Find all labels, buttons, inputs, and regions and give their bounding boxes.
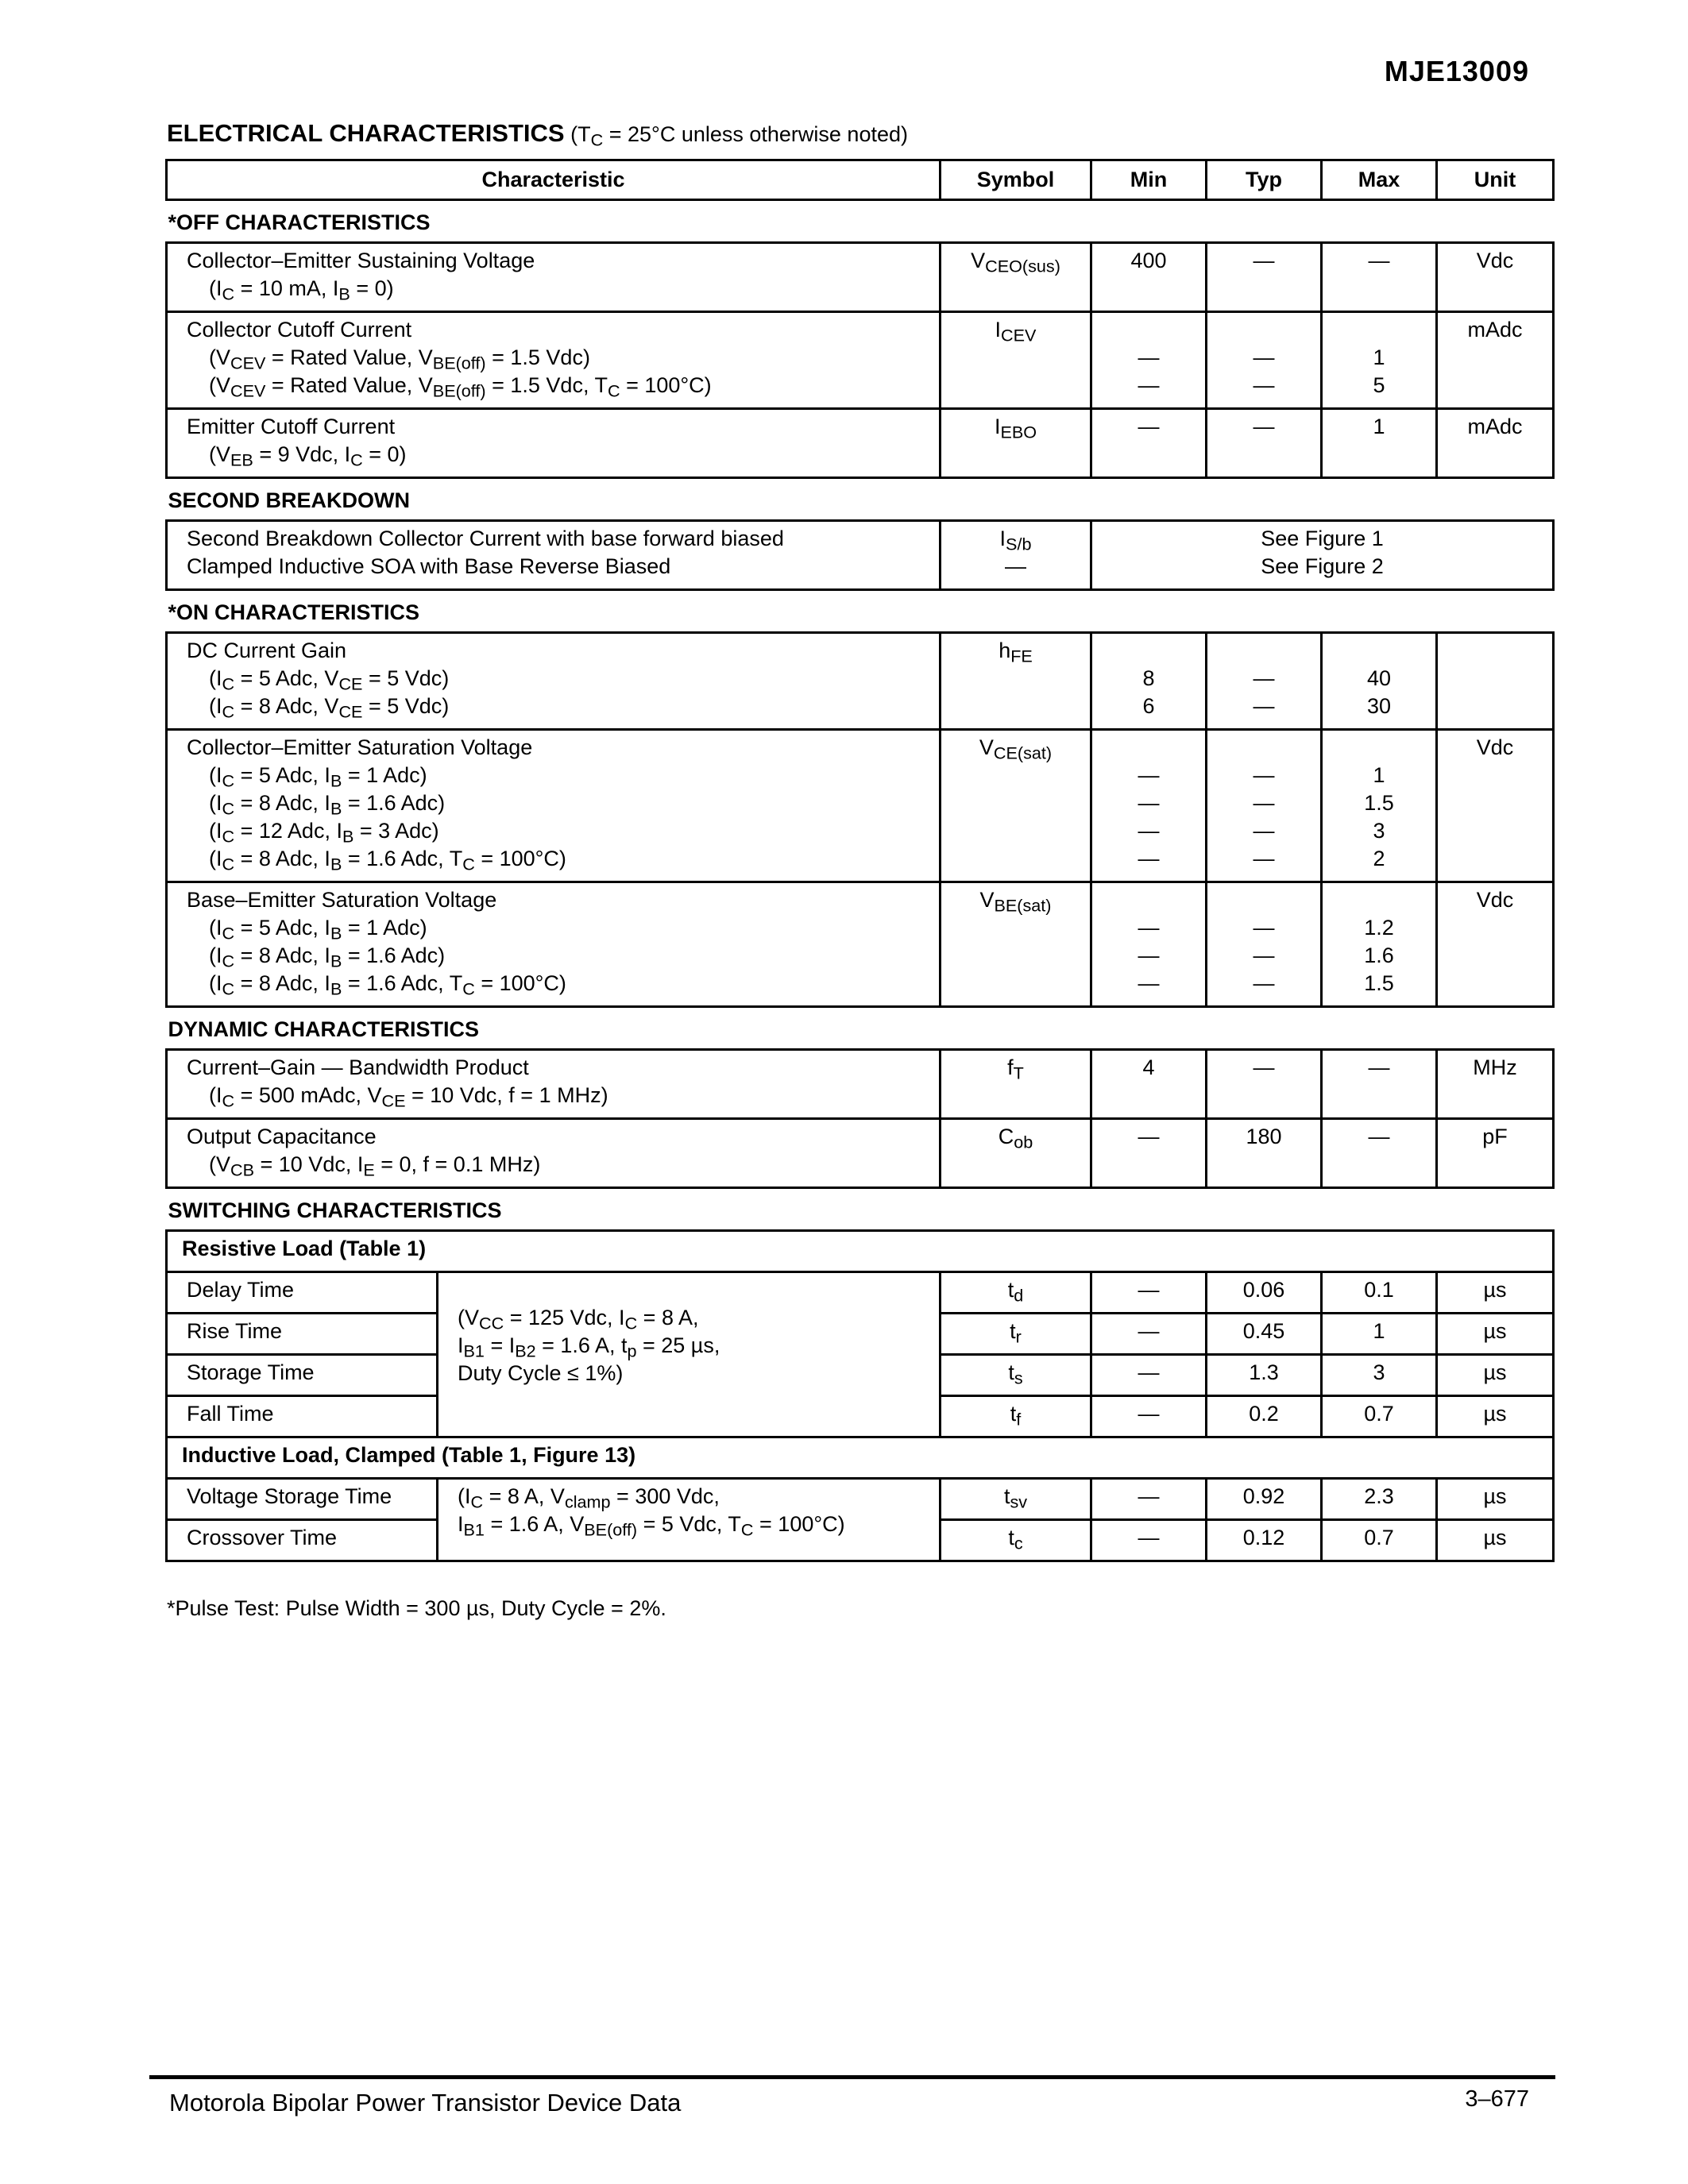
col-header-min: Min	[1091, 160, 1207, 200]
section-title-switching: SWITCHING CHARACTERISTICS	[168, 1198, 502, 1222]
characteristic-cell: Delay Time	[167, 1272, 438, 1314]
characteristic-cell: Output Capacitance ($V_{CB} = 10$ Vdc, $I_E = 0$, f = 0.1 MHz)	[167, 1119, 941, 1188]
symbol-cell: $f_T$	[941, 1050, 1091, 1119]
typ-cell: —	[1207, 243, 1322, 312]
characteristic-cell: Emitter Cutoff Current ($V_{EB} = 9$ Vdc, $I_C = 0$)	[167, 409, 941, 478]
max-cell: —	[1322, 243, 1437, 312]
table-row	[167, 312, 1554, 409]
typ-cell: — — — —	[1207, 730, 1322, 882]
characteristic-cell: Collector–Emitter Saturation Voltage ($I_C = 5$ Adc, $I_B = 1$ Adc) ($I_C = 8$ Adc, $I_B = 1.6$ Adc) ($I_C = 12$ Adc, $I_B = 3$ Adc) ($I_C = 8$ Adc, $I_B = 1.6$ Adc, $T_C = 100^\circ C$)	[167, 730, 941, 882]
electrical-characteristics-table	[165, 159, 1555, 1562]
min-cell: —	[1091, 1396, 1207, 1437]
characteristic-cell: Second Breakdown Collector Current with base forward biased Clamped Inductive SOA with Base Reverse Biased	[167, 521, 941, 590]
min-cell: 400	[1091, 243, 1207, 312]
col-header-symbol: Symbol	[941, 160, 1091, 200]
symbol-cell: $t_s$	[941, 1355, 1091, 1396]
unit-cell: pF	[1437, 1119, 1554, 1188]
symbol-cell: $t_f$	[941, 1396, 1091, 1437]
max-cell: 0.7	[1322, 1396, 1437, 1437]
section-title-off: *OFF CHARACTERISTICS	[168, 210, 431, 234]
min-cell: —	[1091, 1119, 1207, 1188]
characteristic-cell: Collector Cutoff Current ($V_{CEV}$ = Rated Value, $V_{BE(off)} = 1.5$ Vdc) ($V_{CEV}$ = Rated Value, $V_{BE(off)} = 1.5$ Vdc, $T_C = 100^\circ C$)	[167, 312, 941, 409]
section-title-dynamic: DYNAMIC CHARACTERISTICS	[168, 1017, 479, 1041]
unit-cell: µs	[1437, 1272, 1554, 1314]
typ-cell: — —	[1207, 312, 1322, 409]
pulse-test-footnote: *Pulse Test: Pulse Width = 300 µs, Duty Cycle = 2%.	[167, 1596, 666, 1620]
symbol-cell: $V_{CEO(sus)}$	[941, 243, 1091, 312]
symbol-cell: $t_{sv}$	[941, 1479, 1091, 1520]
unit-cell: µs	[1437, 1520, 1554, 1561]
characteristic-cell: Current–Gain — Bandwidth Product ($I_C = 500$ mAdc, $V_{CE} = 10$ Vdc, f = 1 MHz)	[167, 1050, 941, 1119]
symbol-cell: $t_c$	[941, 1520, 1091, 1561]
col-header-typ: Typ	[1207, 160, 1322, 200]
typ-cell: 0.92	[1207, 1479, 1322, 1520]
table-row	[167, 633, 1554, 730]
min-cell: — —	[1091, 312, 1207, 409]
min-cell: —	[1091, 1272, 1207, 1314]
table-row	[167, 1479, 1554, 1520]
symbol-cell: $C_{ob}$	[941, 1119, 1091, 1188]
table-row	[167, 1050, 1554, 1119]
page-title: ELECTRICAL CHARACTERISTICS ($T_C = 25^\circ C$ unless otherwise noted)	[167, 119, 908, 150]
typ-cell: 0.12	[1207, 1520, 1322, 1561]
unit-cell: µs	[1437, 1314, 1554, 1355]
max-cell: 1 5	[1322, 312, 1437, 409]
min-cell: —	[1091, 1479, 1207, 1520]
part-number: MJE13009	[1384, 55, 1529, 87]
test-conditions-cell: ($V_{CC} = 125$ Vdc, $I_C = 8$ A, $I_{B1} = I_{B2} = 1.6$ A, $t_p = 25$ µs, Duty Cycle ≤ 1%)	[438, 1272, 941, 1437]
max-cell: —	[1322, 1119, 1437, 1188]
max-cell: —	[1322, 1050, 1437, 1119]
page-number: 3–677	[1465, 2086, 1529, 2112]
characteristic-cell: Fall Time	[167, 1396, 438, 1437]
characteristic-cell: Base–Emitter Saturation Voltage ($I_C = 5$ Adc, $I_B = 1$ Adc) ($I_C = 8$ Adc, $I_B = 1.6$ Adc) ($I_C = 8$ Adc, $I_B = 1.6$ Adc, $T_C = 100^\circ C$)	[167, 882, 941, 1007]
table-row	[167, 243, 1554, 312]
unit-cell: µs	[1437, 1396, 1554, 1437]
col-header-characteristic: Characteristic	[167, 160, 941, 200]
max-cell: 1	[1322, 1314, 1437, 1355]
characteristic-cell: Voltage Storage Time	[167, 1479, 438, 1520]
col-header-max: Max	[1322, 160, 1437, 200]
unit-cell: Vdc	[1437, 730, 1554, 882]
symbol-cell: $V_{BE(sat)}$	[941, 882, 1091, 1007]
symbol-cell: $I_{S/b}$ —	[941, 521, 1091, 590]
see-figure-cell: See Figure 1 See Figure 2	[1091, 521, 1554, 590]
symbol-cell: $h_{FE}$	[941, 633, 1091, 730]
min-cell: 4	[1091, 1050, 1207, 1119]
characteristic-cell: Rise Time	[167, 1314, 438, 1355]
table-header-row	[167, 160, 1554, 200]
min-cell: —	[1091, 1355, 1207, 1396]
characteristic-cell: DC Current Gain ($I_C = 5$ Adc, $V_{CE} = 5$ Vdc) ($I_C = 8$ Adc, $V_{CE} = 5$ Vdc)	[167, 633, 941, 730]
max-cell: 1 1.5 3 2	[1322, 730, 1437, 882]
section-title-on: *ON CHARACTERISTICS	[168, 600, 420, 624]
max-cell: 3	[1322, 1355, 1437, 1396]
unit-cell: Vdc	[1437, 243, 1554, 312]
table-subheader-row	[167, 1437, 1554, 1479]
symbol-cell: $I_{CEV}$	[941, 312, 1091, 409]
typ-cell: —	[1207, 409, 1322, 478]
typ-cell: — —	[1207, 633, 1322, 730]
table-row	[167, 409, 1554, 478]
min-cell: 8 6	[1091, 633, 1207, 730]
inductive-load-title: Inductive Load, Clamped (Table 1, Figure 13)	[167, 1437, 1554, 1479]
unit-cell: Vdc	[1437, 882, 1554, 1007]
table-row	[167, 882, 1554, 1007]
max-cell: 0.1	[1322, 1272, 1437, 1314]
max-cell: 1	[1322, 409, 1437, 478]
max-cell: 2.3	[1322, 1479, 1437, 1520]
typ-cell: 180	[1207, 1119, 1322, 1188]
symbol-cell: $t_r$	[941, 1314, 1091, 1355]
typ-cell: 0.2	[1207, 1396, 1322, 1437]
symbol-cell: $I_{EBO}$	[941, 409, 1091, 478]
unit-cell: µs	[1437, 1355, 1554, 1396]
max-cell: 1.2 1.6 1.5	[1322, 882, 1437, 1007]
typ-cell: — — —	[1207, 882, 1322, 1007]
table-row	[167, 730, 1554, 882]
max-cell: 40 30	[1322, 633, 1437, 730]
unit-cell: µs	[1437, 1479, 1554, 1520]
symbol-cell: $t_d$	[941, 1272, 1091, 1314]
unit-cell: mAdc	[1437, 409, 1554, 478]
footer-publication-title: Motorola Bipolar Power Transistor Device Data	[169, 2089, 682, 2116]
typ-cell: 1.3	[1207, 1355, 1322, 1396]
characteristic-cell: Crossover Time	[167, 1520, 438, 1561]
section-title-second-breakdown: SECOND BREAKDOWN	[168, 488, 411, 512]
resistive-load-title: Resistive Load (Table 1)	[167, 1231, 1554, 1272]
table-subheader-row	[167, 1231, 1554, 1272]
typ-cell: —	[1207, 1050, 1322, 1119]
min-cell: —	[1091, 1520, 1207, 1561]
max-cell: 0.7	[1322, 1520, 1437, 1561]
test-conditions-cell: ($I_C = 8$ A, $V_{clamp} = 300$ Vdc, $I_{B1} = 1.6$ A, $V_{BE(off)} = 5$ Vdc, $T_C = 100^\circ C$)	[438, 1479, 941, 1561]
table-row	[167, 1119, 1554, 1188]
table-row	[167, 1272, 1554, 1314]
characteristic-cell: Collector–Emitter Sustaining Voltage ($I_C = 10$ mA, $I_B = 0$)	[167, 243, 941, 312]
min-cell: —	[1091, 1314, 1207, 1355]
unit-cell	[1437, 633, 1554, 730]
footer-rule	[149, 2075, 1555, 2079]
unit-cell: mAdc	[1437, 312, 1554, 409]
unit-cell: MHz	[1437, 1050, 1554, 1119]
typ-cell: 0.06	[1207, 1272, 1322, 1314]
typ-cell: 0.45	[1207, 1314, 1322, 1355]
min-cell: — — —	[1091, 882, 1207, 1007]
min-cell: — — — —	[1091, 730, 1207, 882]
min-cell: —	[1091, 409, 1207, 478]
characteristic-cell: Storage Time	[167, 1355, 438, 1396]
symbol-cell: $V_{CE(sat)}$	[941, 730, 1091, 882]
col-header-unit: Unit	[1437, 160, 1554, 200]
table-row	[167, 521, 1554, 590]
